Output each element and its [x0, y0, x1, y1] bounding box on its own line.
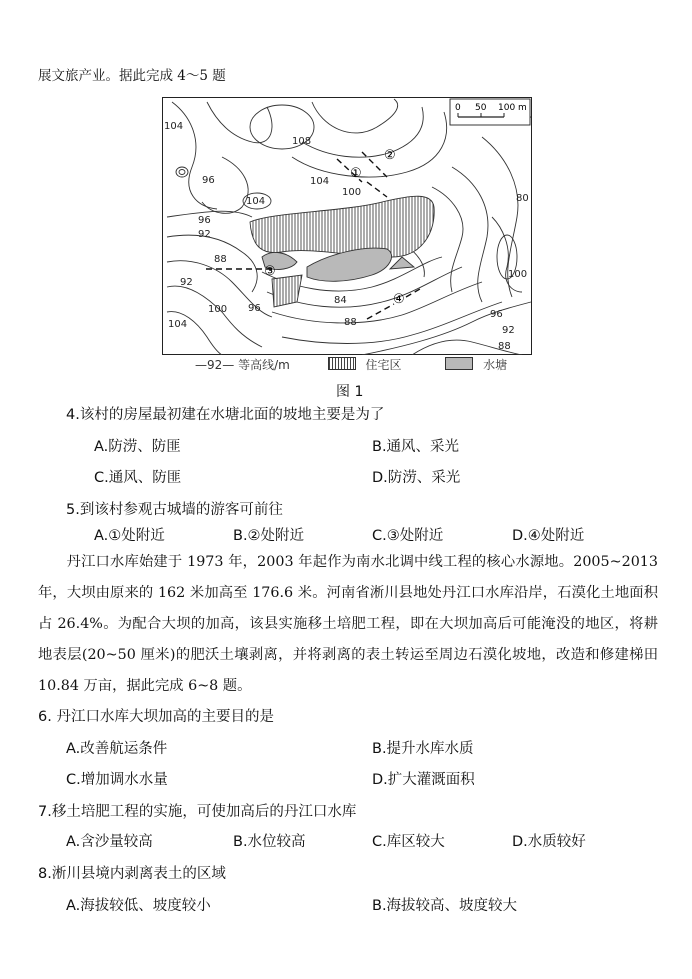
q8-stem: 8.淅川县境内剥离表土的区域 — [38, 866, 226, 882]
q7-stem: 7.移土培肥工程的实施，可使加高后的丹江口水库 — [38, 804, 357, 820]
contour-label: 96 — [248, 303, 261, 314]
contour-label: 100 — [208, 304, 228, 315]
contour-label: 100 — [342, 187, 362, 198]
legend-pond: 水塘 — [483, 358, 508, 372]
q5-option-a[interactable]: A.①处附近 — [94, 528, 165, 544]
contour-label: 92 — [502, 325, 515, 336]
q7-option-b[interactable]: B.水位较高 — [233, 834, 306, 850]
contour-label: 92 — [198, 229, 211, 240]
contour-label: 88 — [344, 317, 357, 328]
legend-residential: 住宅区 — [365, 358, 402, 372]
q5-option-b[interactable]: B.②处附近 — [233, 528, 305, 544]
marker-4: ④ — [393, 292, 405, 307]
legend-contour: —92— 等高线/m — [195, 358, 290, 372]
contour-label: 100 — [508, 269, 528, 280]
contour-label: 104 — [246, 196, 266, 207]
q6-stem: 6. 丹江口水库大坝加高的主要目的是 — [38, 709, 274, 725]
q6-option-d[interactable]: D.扩大灌溉面积 — [372, 772, 475, 788]
contour-label: 96 — [198, 215, 211, 226]
contour-label: 108 — [292, 136, 312, 147]
q5-stem: 5.到该村参观古城墙的游客可前往 — [66, 502, 283, 518]
q7-option-a[interactable]: A.含沙量较高 — [66, 834, 153, 850]
contour-label: 96 — [202, 175, 215, 186]
q5-option-c[interactable]: C.③处附近 — [372, 528, 444, 544]
contour-label: 80 — [516, 193, 529, 204]
contour-label: 104 — [164, 121, 184, 132]
marker-3: ③ — [264, 264, 276, 279]
scale-bar — [450, 99, 530, 125]
q8-option-b[interactable]: B.海拔较高、坡度较大 — [372, 898, 518, 914]
q7-option-c[interactable]: C.库区较大 — [372, 834, 445, 850]
marker-1: ① — [350, 166, 362, 181]
q6-option-b[interactable]: B.提升水库水质 — [372, 741, 474, 757]
contour-label: 96 — [490, 309, 503, 320]
q5-option-d[interactable]: D.④处附近 — [512, 528, 585, 544]
q8-option-a[interactable]: A.海拔较低、坡度较小 — [66, 898, 211, 914]
q6-option-c[interactable]: C.增加调水水量 — [66, 772, 168, 788]
contour-label: 88 — [214, 254, 227, 265]
contour-label: 92 — [180, 277, 193, 288]
svg-text:100 m: 100 m — [498, 103, 527, 113]
contour-label: 84 — [334, 295, 347, 306]
q6-option-a[interactable]: A.改善航运条件 — [66, 741, 168, 757]
contour-map — [162, 97, 532, 355]
reading-passage: 丹江口水库始建于 1973 年，2003 年起作为南水北调中线工程的核心水源地。2005~2013 年，大坝由原来的 162 米加高至 176.6 米。河南省淅川县地处丹江口水库沿岸，石漠化土地面积占 26.4%。为配合大坝的加高，该县实施移土培肥工程，即在大坝加高后可能淹没的地区，将耕地表层(20~50 厘米)的肥沃土壤剥离，并将剥离的表土转运至周边石漠化坡地，改造和修建梯田 10.84 万亩，据此完成 6~8 题。 — [38, 554, 658, 694]
contour-label: 88 — [498, 341, 511, 352]
q4-option-c[interactable]: C.通风、防匪 — [94, 470, 182, 486]
q4-option-d[interactable]: D.防涝、采光 — [372, 470, 461, 486]
legend-residential-swatch — [328, 357, 356, 370]
figure-caption: 图 1 — [336, 384, 364, 400]
marker-2: ② — [384, 148, 396, 163]
map-legend — [195, 356, 507, 373]
legend-pond-swatch — [445, 357, 473, 370]
q4-option-b[interactable]: B.通风、采光 — [372, 439, 460, 455]
contour-label: 104 — [310, 176, 330, 187]
q4-stem: 4.该村的房屋最初建在水塘北面的坡地主要是为了 — [66, 407, 385, 423]
svg-text:50: 50 — [475, 103, 487, 113]
contour-label: 104 — [168, 319, 188, 330]
intro-line: 展文旅产业。据此完成 4～5 题 — [38, 68, 226, 84]
svg-text:0: 0 — [455, 103, 461, 113]
q4-option-a[interactable]: A.防涝、防匪 — [94, 439, 181, 455]
q7-option-d[interactable]: D.水质较好 — [512, 834, 586, 850]
